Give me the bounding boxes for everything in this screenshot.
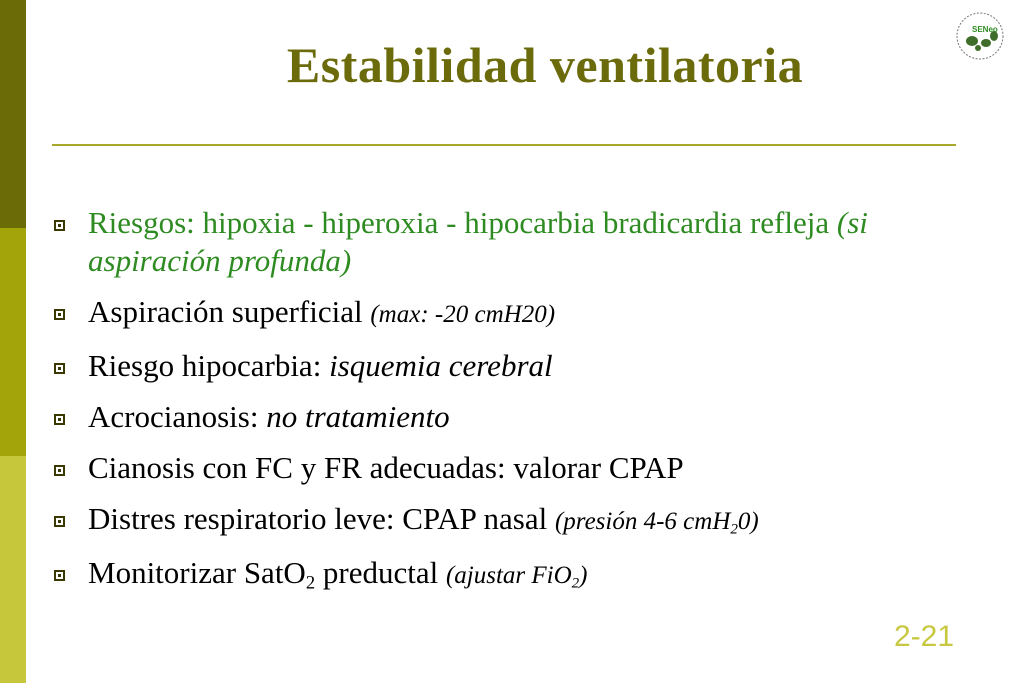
sidebar-segment-mid	[0, 228, 26, 456]
sidebar-segment-dark	[0, 0, 26, 228]
sidebar-accent	[0, 0, 26, 683]
list-item: Aspiración superficial (max: -20 cmH20)	[52, 293, 952, 334]
page-number: 2-21	[893, 620, 954, 653]
bullet-list	[52, 204, 952, 608]
list-item: Monitorizar SatO$_2$ preductal (ajustar FiO$_2$)	[52, 554, 952, 595]
society-logo-icon	[942, 10, 1018, 62]
slide-title: Estabilidad ventilatoria	[286, 37, 804, 93]
checkbox-bullet-icon	[54, 309, 65, 320]
list-item: Acrocianosis: no tratamiento	[52, 398, 952, 436]
sidebar-segment-light	[0, 456, 26, 683]
checkbox-bullet-icon	[54, 363, 65, 374]
checkbox-bullet-icon	[54, 220, 65, 231]
list-item: Riesgos: hipoxia - hiperoxia - hipocarbia bradicardia refleja (si aspiración profunda)	[52, 204, 952, 280]
list-item: Cianosis con FC y FR adecuadas: valorar CPAP	[52, 449, 952, 487]
logo-text: SENeo	[972, 25, 998, 34]
checkbox-bullet-icon	[54, 516, 65, 527]
list-item: Distres respiratorio leve: CPAP nasal (presión 4-6 cmH$_2$0)	[52, 500, 952, 541]
checkbox-bullet-icon	[54, 465, 65, 476]
checkbox-bullet-icon	[54, 414, 65, 425]
list-item: Riesgo hipocarbia: isquemia cerebral	[52, 347, 952, 385]
title-divider	[52, 144, 956, 146]
checkbox-bullet-icon	[54, 570, 65, 581]
